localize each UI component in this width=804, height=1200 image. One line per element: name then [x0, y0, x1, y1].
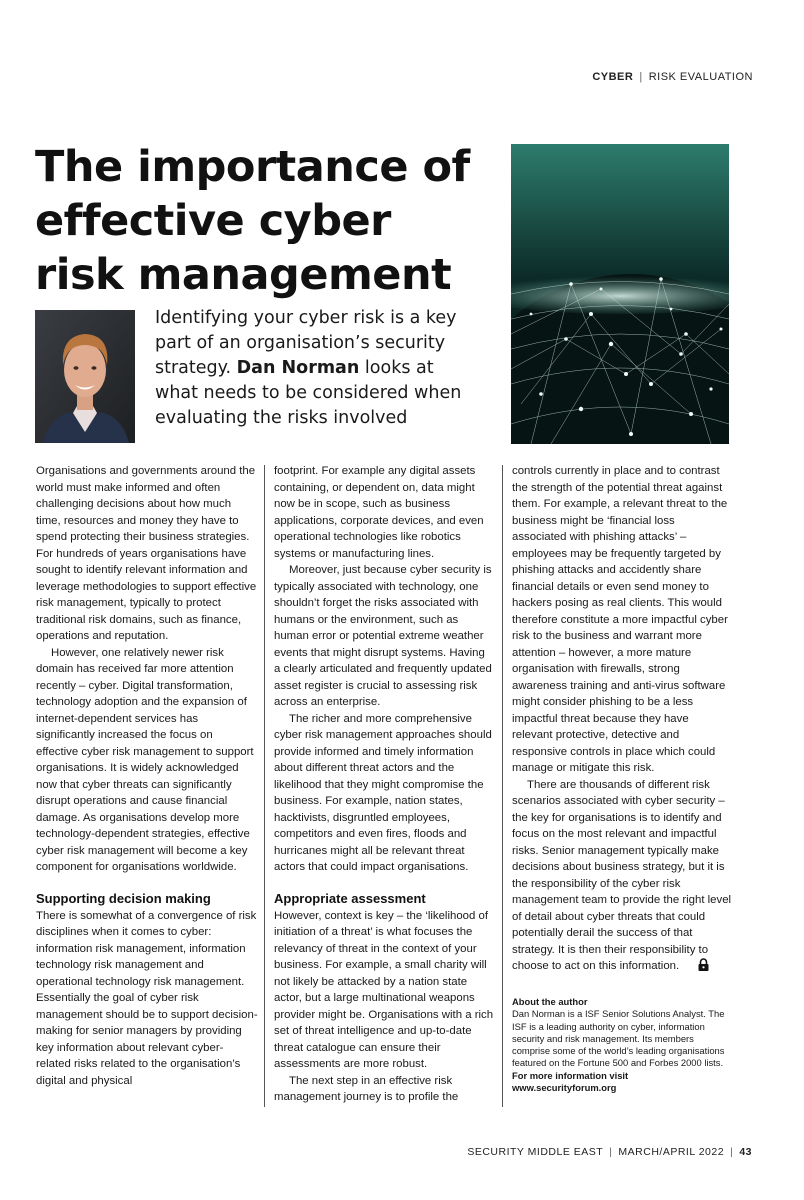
section-header [592, 71, 753, 83]
issue-date: MARCH/APRIL 2022 [618, 1146, 725, 1158]
body-paragraph [512, 777, 732, 977]
body-paragraph: Moreover, just because cyber security is typically associated with technology, one shouldn’t forget the risks associated with humans or the environment, such as human error or potential extreme weather events that might disrupt systems. Having a clearly articulated and frequently updated asset register is crucial to assessing risk across an enterprise. [274, 564, 492, 708]
body-paragraph: However, context is key – the ‘likelihood of initiation of a threat’ is what focuses the relevancy of threat in the context of your business. For example, a small charity will not likely be attacked by a nation state actor, but a large multinational weapons provider might be. Organisations with a rich set of threat intelligence and up-to-date threat catalogue can ensure their assessments are more robust. [274, 909, 494, 1070]
column-rule [264, 465, 265, 1107]
lock-icon [683, 958, 709, 977]
body-paragraph: footprint. For example any digital assets containing, or dependent on, data might now be in scope, such as business applications, corporate devices, and even operational technologies like robotics systems or manufacturing lines. [274, 465, 484, 560]
standfirst-text-end: looks at what needs to be considered when evaluating the risks involved [155, 358, 462, 428]
header-separator: | [639, 71, 643, 83]
body-paragraph: The richer and more comprehensive cyber risk management approaches should provide informed and timely information about different threat actors and the likelihood that they might compromise the business. For example, nation states, hacktivists, disgruntled employees, competitors and even fires, floods and hurricanes might all be relevant threat actors that could impact organisations. [274, 712, 492, 873]
body-paragraph: controls currently in place and to contrast the strength of the potential threat against them. For example, a relevant threat to the business might be ‘financial loss associated with phishing attacks’ – employees may be frequently targeted by phishing attacks and accidently share financial details or even send money to hackers posing as real clients. This would therefore constitute a more impactful cyber risk to the business and warrant more attention – however, a more mature organisation with firewalls, strong awareness training and anti-virus software might consider phishing to be a less impactful threat because they have relevant protective, detective and responsive controls in place which could manage or mitigate this risk. [512, 465, 728, 774]
standfirst-text: Identifying your cyber risk is a key part of an organisation’s security strategy. [155, 308, 457, 378]
footer-separator: | [609, 1146, 613, 1158]
more-info-link[interactable]: For more information visit www.securityforum.org [512, 1069, 629, 1094]
column-rule [502, 465, 503, 1107]
author-portrait [35, 310, 135, 443]
standfirst [155, 306, 465, 431]
body-paragraph: However, one relatively newer risk domain has received far more attention recently – cyber. Digital transformation, technology adoption and the expansion of internet-dependent services has significantly increased the focus on effective cyber risk management to support organisations. It is widely acknowledged now that cyber threats can significantly disrupt operations and cause financial damage. As organisations develop more technology-dependent strategies, effective cyber risk management will become a key component for organisations worldwide. [36, 646, 254, 873]
article-column-3 [512, 463, 732, 977]
subsection-label: RISK EVALUATION [648, 71, 753, 83]
page-footer [467, 1146, 752, 1158]
body-paragraph: The next step in an effective risk management journey is to profile the [274, 1074, 459, 1103]
network-globe-image [511, 144, 729, 444]
about-heading: About the author [512, 996, 588, 1007]
subheading: Appropriate assessment [274, 890, 426, 906]
article-title: The importance of effective cyber risk management [35, 142, 470, 300]
about-text: Dan Norman is a ISF Senior Solutions Analyst. The ISF is a leading authority on cyber, information security and risk management. Its members comprise some of the world’s leading organisations featured on the Fortune 500 and Forbes 2000 lists. [512, 1008, 725, 1069]
publication-name: SECURITY MIDDLE EAST [467, 1146, 604, 1158]
subheading: Supporting decision making [36, 890, 211, 906]
author-name: Dan Norman [236, 358, 360, 378]
section-label: CYBER [592, 71, 634, 83]
footer-separator: | [730, 1146, 734, 1158]
about-the-author [512, 996, 732, 1094]
body-paragraph: Organisations and governments around the world must make informed and often challenging decisions about how much time, resources and money they have to spend protecting their business strategies. For hundreds of years organisations have sought to identify relevant information and leverage methodologies to support effective risk management, typically to protect traditional risk domains, such as finance, operations and reputation. [36, 465, 257, 642]
page-number: 43 [739, 1146, 752, 1158]
body-paragraph: There is somewhat of a convergence of risk disciplines when it comes to cyber: information risk management, information technology risk management and operational technology risk management. Essentially the goal of cyber risk management should be to support decision-making for senior managers by providing key information about relevant cyber-related risks related to the organisation’s digital and physical [36, 909, 258, 1087]
body-paragraph-text: There are thousands of different risk scenarios associated with cyber security – the key for organisations is to identify and focus on the most relevant and impactful risks. Senior management typically make decisions about business strategy, but it is the responsibility of the cyber risk management team to provide the right level of detail about cyber threats that could potentially derail the success of that strategy. It is then their responsibility to choose to act on this information. [512, 778, 732, 972]
article-column-1 [36, 463, 258, 1089]
article-column-2 [274, 463, 494, 1106]
